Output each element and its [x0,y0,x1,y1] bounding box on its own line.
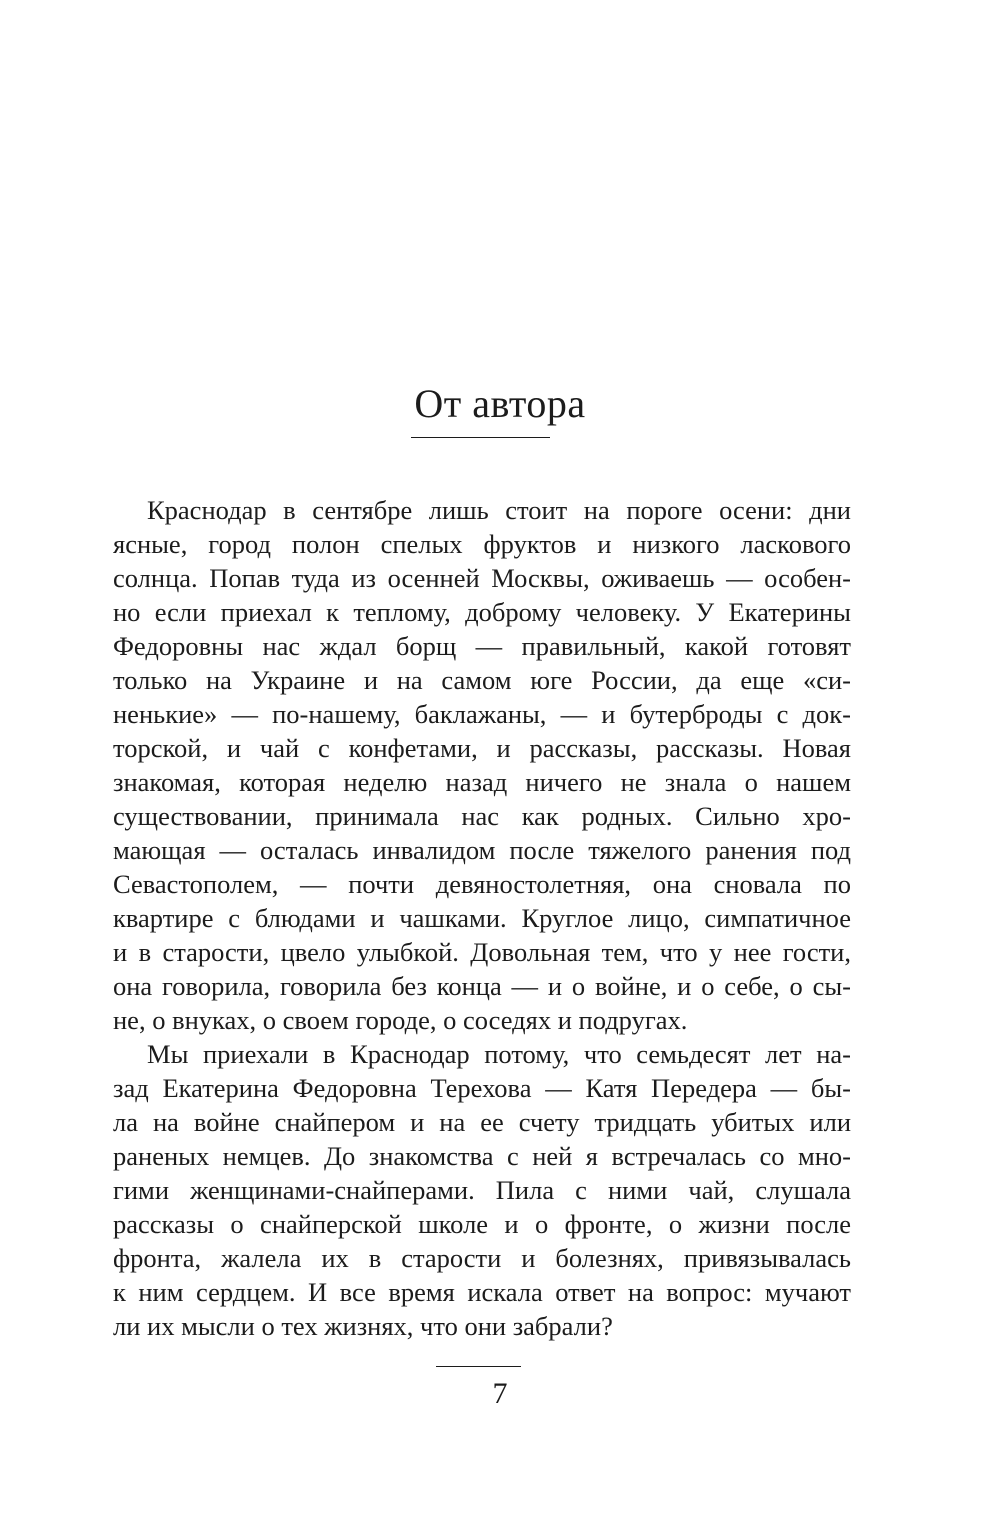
text-line: только на Украине и на самом юге России, да еще «си- [113,665,851,695]
text-line: раненых немцев. До знакомства с ней я встречалась со мно- [113,1141,851,1171]
text-line: но если приехал к теплому, доброму человеку. У Екатерины [113,597,851,627]
chapter-title: От автора [414,381,586,426]
title-underline [411,437,550,438]
text-line: рассказы о снайперской школе и о фронте, о жизни после [113,1209,851,1239]
text-line: она говорила, говорила без конца — и о войне, и о себе, о сы- [113,971,851,1001]
text-line: Севастополем, — почти девяностолетняя, она сновала по [113,869,851,899]
text-line: фронта, жалела их в старости и болезнях, привязывалась [113,1243,851,1273]
text-line: Краснодар в сентябре лишь стоит на пороге осени: дни [147,495,851,525]
page-number: 7 [492,1377,508,1410]
body-text [113,493,851,1343]
text-line: знакомая, которая неделю назад ничего не знала о нашем [113,767,851,797]
text-line: не, о внуках, о своем городе, о соседях и подругах. [113,1005,688,1035]
text-line: солнца. Попав туда из осенней Москвы, оживаешь — особен- [113,563,851,593]
text-line: ясные, город полон спелых фруктов и низкого ласкового [113,529,851,559]
page-number-rule [436,1366,521,1367]
text-line: торской, и чай с конфетами, и рассказы, рассказы. Новая [113,733,851,763]
text-line: мающая — осталась инвалидом после тяжелого ранения под [113,835,851,865]
text-line: ла на войне снайпером и на ее счету тридцать убитых или [113,1107,851,1137]
text-line: и в старости, цвело улыбкой. Довольная тем, что у нее гости, [113,937,851,967]
text-line: ненькие» — по-нашему, баклажаны, — и бутерброды с док- [113,699,851,729]
text-line: Мы приехали в Краснодар потому, что семьдесят лет на- [147,1039,851,1069]
text-line: гими женщинами-снайперами. Пила с ними чай, слушала [113,1175,851,1205]
text-line: существовании, принимала нас как родных. Сильно хро- [113,801,851,831]
text-line: к ним сердцем. И все время искала ответ на вопрос: мучают [113,1277,851,1307]
text-line: Федоровны нас ждал борщ — правильный, какой готовят [113,631,851,661]
text-line: зад Екатерина Федоровна Терехова — Катя Передера — бы- [113,1073,851,1103]
text-line: ли их мысли о тех жизнях, что они забрали? [113,1311,613,1341]
text-line: квартире с блюдами и чашками. Круглое лицо, симпатичное [113,903,851,933]
paragraph-1 [113,493,851,1037]
paragraph-2 [113,1037,851,1343]
